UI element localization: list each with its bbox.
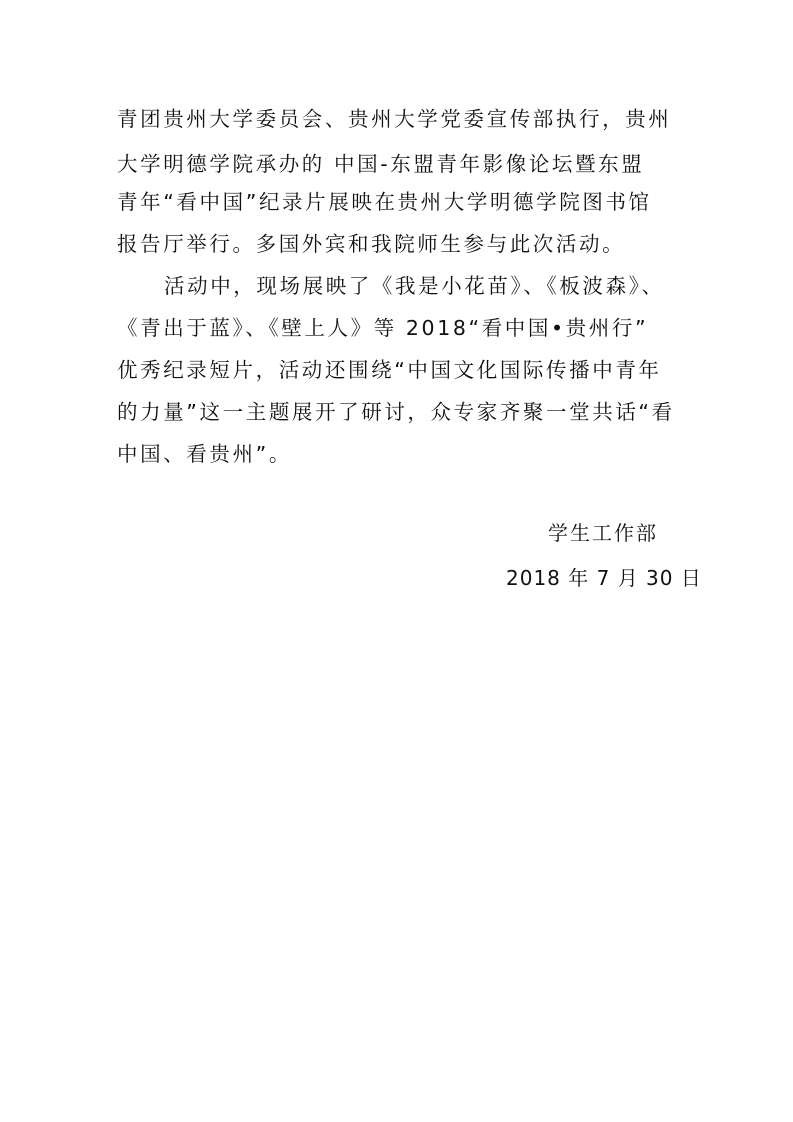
paragraph-2-line-3: 优秀纪录短片，活动还围绕“中国文化国际传播中青年 xyxy=(117,358,662,382)
paragraph-2-line-2: 《青出于蓝》、《壁上人》等 2018“看中国•贵州行” xyxy=(117,316,649,340)
paragraph-1-line-1: 青团贵州大学委员会、贵州大学党委宣传部执行，贵州 xyxy=(117,107,672,131)
paragraph-2-line-5: 中国、看贵州”。 xyxy=(117,442,292,466)
paragraph-1-line-2: 大学明德学院承办的 中国-东盟青年影像论坛暨东盟 xyxy=(117,152,645,176)
paragraph-2-line-1: 活动中，现场展映了《我是小花苗》、《板波森》、 xyxy=(164,274,665,298)
signature-department: 学生工作部 xyxy=(548,521,658,545)
paragraph-2-line-4: 的力量”这一主题展开了研讨，众专家齐聚一堂共话“看 xyxy=(117,400,675,424)
paragraph-1-line-4: 报告厅举行。多国外宾和我院师生参与此次活动。 xyxy=(117,232,626,256)
signature-date: 2018 年 7 月 30 日 xyxy=(506,566,702,590)
paragraph-1-line-3: 青年“看中国”纪录片展映在贵州大学明德学院图书馆 xyxy=(117,190,652,214)
